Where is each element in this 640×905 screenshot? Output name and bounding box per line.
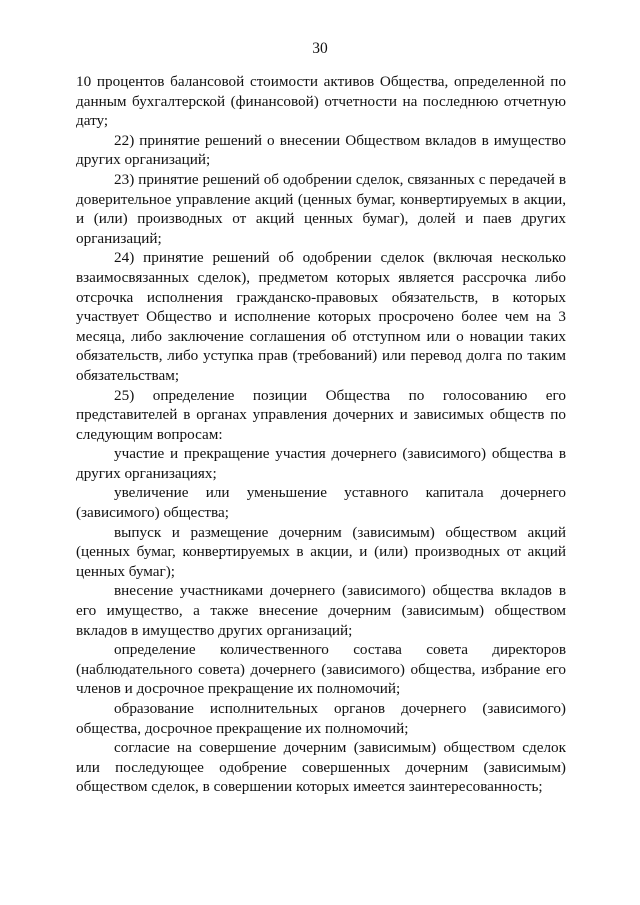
sub-item-interested-transactions: согласие на совершение дочерним (зависимым) обществом сделок или последующее одобрение совершенных дочерним (зависимым) обществом сделок, в совершении которых имеется заинтересованность;	[76, 739, 566, 796]
paragraph-item-25: 25) определение позиции Общества по голосованию его представителей в органах управления дочерних и зависимых обществ по следующим вопросам:	[76, 386, 566, 443]
sub-item-executive-bodies: образование исполнительных органов дочернего (зависимого) общества, досрочное прекращение их полномочий;	[76, 700, 566, 737]
paragraph-item-23: 23) принятие решений об одобрении сделок, связанных с передачей в доверительное управление акций (ценных бумаг, конвертируемых в акции, и (или) производных от акций ценных бумаг), долей и паев других организаций;	[76, 170, 566, 247]
sub-item-capital-change: увеличение или уменьшение уставного капитала дочернего (зависимого) общества;	[76, 484, 566, 522]
paragraph-item-24: 24) принятие решений об одобрении сделок (включая несколько взаимосвязанных сделок), предметом которых является рассрочка либо отсрочка исполнения гражданско-правовых обязательств, в которых участвует Общество и исполнение которых просрочено более чем на 3 месяца, либо заключение соглашения об отступном или о новации таких обязательств, либо уступка прав (требований) или перевод долга по таким обязательствам;	[76, 249, 566, 384]
sub-item-share-issue: выпуск и размещение дочерним (зависимым) обществом акций (ценных бумаг, конвертируемых в акции, и (или) производных от акций ценных бумаг);	[76, 523, 566, 580]
paragraph-item-22: 22) принятие решений о внесении Обществом вкладов в имущество других организаций;	[76, 131, 566, 169]
document-body	[76, 72, 566, 797]
paragraph-continuation: 10 процентов балансовой стоимости активов Общества, определенной по данным бухгалтерской (финансовой) отчетности на последнюю отчетную дату;	[76, 73, 566, 130]
sub-item-participation: участие и прекращение участия дочернего (зависимого) общества в других организациях;	[76, 445, 566, 482]
sub-item-contributions: внесение участниками дочернего (зависимого) общества вкладов в его имущество, а также внесение дочерним (зависимым) обществом вкладов в имущество других организаций;	[76, 582, 566, 639]
page-number: 30	[312, 40, 328, 57]
sub-item-board-composition: определение количественного состава совета директоров (наблюдательного совета) дочернего (зависимого) общества, избрание его членов и досрочное прекращение их полномочий;	[76, 641, 566, 698]
